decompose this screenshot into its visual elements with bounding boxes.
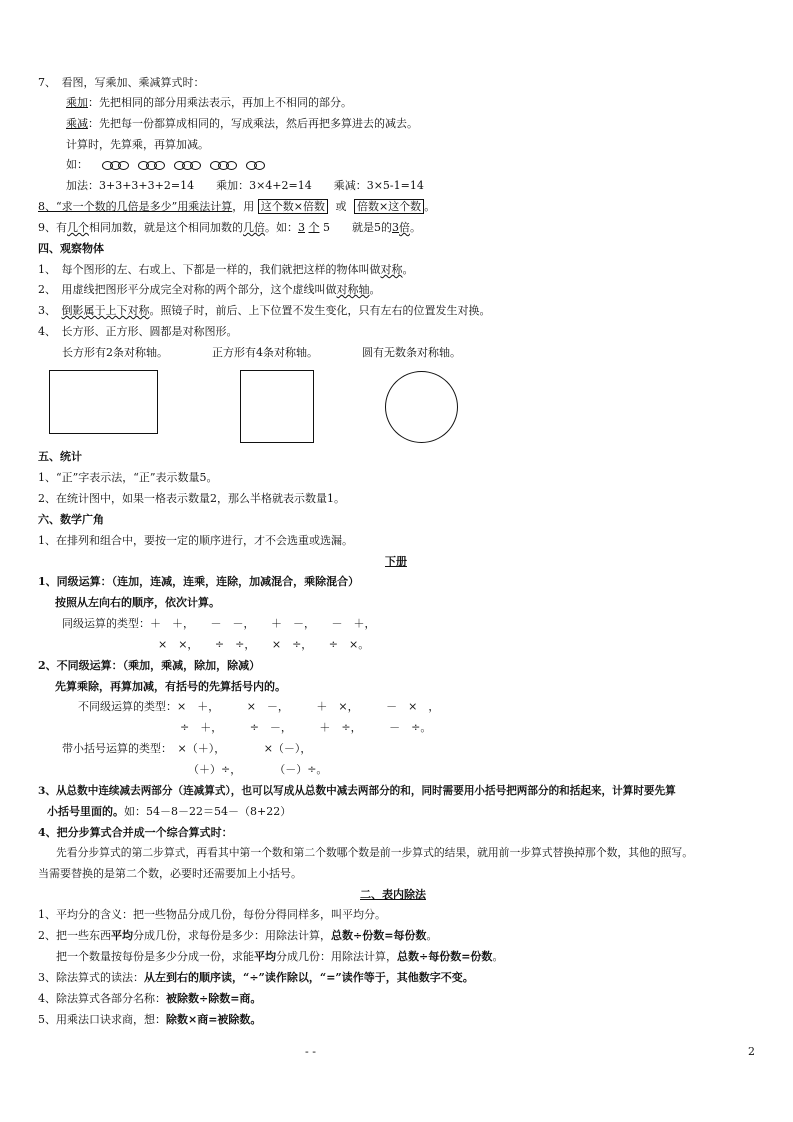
- chengjian-term: 乘减: [66, 117, 88, 130]
- t: 总数÷份数=每份数: [331, 929, 427, 942]
- t-daoying: 倒影属于上下对称: [61, 304, 150, 317]
- t-ge: 个: [308, 221, 320, 234]
- p4-title: 4、把分步算式合并成一个综合算式时：: [38, 826, 233, 839]
- sec6-line1: 1、在排列和组合中，要按一定的顺序进行，才不会选重或选漏。: [38, 534, 353, 547]
- t: 把一个数量按每份是多少分成一份，求能: [56, 950, 254, 963]
- oval-icon: [154, 161, 165, 170]
- p4-line1: 先看分步算式的第二步算式，再看其中第一个数和第二个数哪个数是前一步算式的结果，就用前一步算式替换掉那个数，其他的照写。: [56, 846, 694, 859]
- t-duichen: 对称: [380, 263, 403, 276]
- p1-title: 1、同级运算：（连加，连减，连乘，连除，加减混合，乘除混合）: [38, 575, 360, 588]
- volume-heading: 下册: [385, 555, 407, 568]
- t: 相同加数，就是这个相同加数的: [89, 221, 243, 234]
- t: 小括号里面的。: [47, 805, 124, 818]
- oval-icon: [226, 161, 237, 170]
- item-9: [38, 221, 421, 235]
- oval-groups: [102, 158, 274, 172]
- t: 分成几份：用除法计算，: [276, 950, 397, 963]
- sec4-line2: [38, 283, 381, 297]
- oval-icon: [118, 161, 129, 170]
- p2-rule: 先算乘除，再算加减，有括号的先算括号内的。: [55, 680, 286, 693]
- t-3b: 3: [392, 221, 399, 234]
- t: 。照镜子时，前后、上下位置不发生变化，只有左右的位置发生对换。: [149, 304, 491, 317]
- item-8: [38, 200, 435, 214]
- div-line2: [38, 929, 437, 943]
- p1-rule: 按照从左向右的顺序，依次计算。: [55, 596, 220, 609]
- calc-order: 计算时，先算乘，再算加减。: [66, 138, 209, 151]
- chengjian-text: ：先把每一份都算成相同的，写成乘法，然后再把多算进去的减去。: [88, 117, 418, 130]
- section-4-title: 四、观察物体: [38, 242, 104, 255]
- caption-square: 正方形有4条对称轴。: [212, 346, 318, 359]
- example-label: 如：: [66, 158, 88, 171]
- t: 。如：: [265, 221, 298, 234]
- p4-line2: 当需要替换的是第二个数，必要时还需要加上小括号。: [38, 867, 302, 880]
- t: 平均: [254, 950, 276, 963]
- division-section-title: 二、表内除法: [360, 888, 426, 901]
- item-8-or: 或: [335, 200, 347, 213]
- item-8-box2: 倍数×这个数: [354, 199, 424, 214]
- chengjia-def: [66, 96, 352, 110]
- square-shape: [240, 370, 314, 443]
- footer-center: - -: [305, 1045, 316, 1058]
- p3-line2: [47, 805, 291, 819]
- t: 9、有: [38, 221, 67, 234]
- item-8-end: 。: [424, 200, 436, 213]
- t: 。: [410, 221, 421, 234]
- t: 5 就是5的: [323, 221, 392, 234]
- rectangle-shape: [49, 370, 158, 434]
- div-line5: [38, 992, 261, 1006]
- p3-line1: 3、从总数中连续减去两部分（连减算式），也可以写成从总数中减去两部分的和，同时需要用小括号把两部分的和括起来，计算时要先算: [38, 785, 676, 797]
- sec4-line4: 4、 长方形、正方形、圆都是对称图形。: [38, 325, 238, 338]
- p2-title: 2、不同级运算：（乘加，乘减，除加，除减）: [38, 659, 261, 672]
- div-line6: [38, 1013, 261, 1027]
- t: 3、除法算式的读法：: [38, 971, 144, 984]
- p3-example: 如：54－8－22＝54－（8+22）: [124, 805, 292, 818]
- t: 2、把一些东西: [38, 929, 111, 942]
- section-6-title: 六、数学广角: [38, 513, 104, 526]
- oval-group: [210, 158, 234, 172]
- t: 总数÷每份数=份数: [397, 950, 493, 963]
- p1-types-2: × ×， ÷ ÷， × ÷， ÷ ×。: [158, 638, 370, 651]
- t-jibei: 几倍: [243, 221, 265, 234]
- div-line3: [56, 950, 503, 964]
- oval-group: [174, 158, 198, 172]
- t: 。: [426, 929, 438, 942]
- sec4-line3: [38, 304, 491, 318]
- chengjia-text: ：先把相同的部分用乘法表示，再加上不相同的部分。: [88, 96, 352, 109]
- p2-bracket-2: （＋）÷， （－）÷。: [188, 763, 328, 776]
- div-line1: 1、平均分的含义：把一些物品分成几份，每份分得同样多，叫平均分。: [38, 908, 386, 921]
- sec5-line1: 1、“正”字表示法，“正”表示数量5。: [38, 471, 218, 484]
- t: 。: [492, 950, 504, 963]
- t: 5、用乘法口诀求商，想：: [38, 1013, 166, 1026]
- oval-icon: [190, 161, 201, 170]
- item-8-mid: ，用: [232, 200, 255, 213]
- oval-group: [102, 158, 126, 172]
- item-8-rule: 8、“求一个数的几倍是多少”用乘法计算: [38, 200, 233, 213]
- page-number: 2: [748, 1045, 755, 1058]
- t: 4、除法算式各部分名称：: [38, 992, 166, 1005]
- caption-rectangle: 长方形有2条对称轴。: [62, 346, 168, 359]
- t: 从左到右的顺序读，“÷”读作除以，“=”读作等于，其他数字不变。: [144, 971, 474, 984]
- sec4-line1: [38, 263, 414, 277]
- t: 分成几份，求每份是多少：用除法计算，: [133, 929, 331, 942]
- t: 。: [369, 283, 381, 296]
- oval-group: [246, 158, 262, 172]
- t: 1、 每个图形的左、右或上、下都是一样的，我们就把这样的物体叫做: [38, 263, 381, 276]
- example-row: [66, 158, 274, 172]
- section-5-title: 五、统计: [38, 450, 82, 463]
- p2-bracket-1: 带小括号运算的类型： ×（＋）， ×（－），: [62, 742, 312, 755]
- oval-icon: [254, 161, 265, 170]
- p2-types-1: 不同级运算的类型：× ＋， × －， ＋ ×， － × ，: [78, 700, 440, 713]
- t-bei: 倍: [399, 221, 410, 234]
- t-3: 3: [298, 221, 305, 234]
- p2-types-2: ÷ ＋， ÷ －， ＋ ÷， － ÷。: [180, 721, 432, 734]
- t: 除数×商=被除数。: [166, 1013, 262, 1026]
- item-8-box1: 这个数×倍数: [258, 199, 328, 214]
- circle-shape: [385, 371, 458, 443]
- item-7-title: 7、 看图，写乘加、乘减算式时：: [38, 76, 205, 89]
- t-duichenzhou: 对称轴: [336, 283, 370, 296]
- caption-circle: 圆有无数条对称轴。: [362, 346, 461, 359]
- chengjian-def: [66, 117, 418, 131]
- oval-group: [138, 158, 162, 172]
- t: 被除数÷除数=商。: [166, 992, 262, 1005]
- t: 2、 用虚线把图形平分成完全对称的两个部分，这个虚线叫做: [38, 283, 337, 296]
- t: 平均: [111, 929, 133, 942]
- t: 。: [402, 263, 414, 276]
- t-jige: 几个: [67, 221, 89, 234]
- sec5-line2: 2、在统计图中，如果一格表示数量2，那么半格就表示数量1。: [38, 492, 345, 505]
- chengjia-term: 乘加: [66, 96, 88, 109]
- p1-types-1: 同级运算的类型：＋ ＋， － －， ＋ －， － ＋，: [62, 617, 376, 630]
- t: 3、: [38, 304, 62, 317]
- div-line4: [38, 971, 474, 985]
- example-formulas: 加法：3+3+3+3+2=14 乘加：3×4+2=14 乘减：3×5-1=14: [66, 179, 424, 192]
